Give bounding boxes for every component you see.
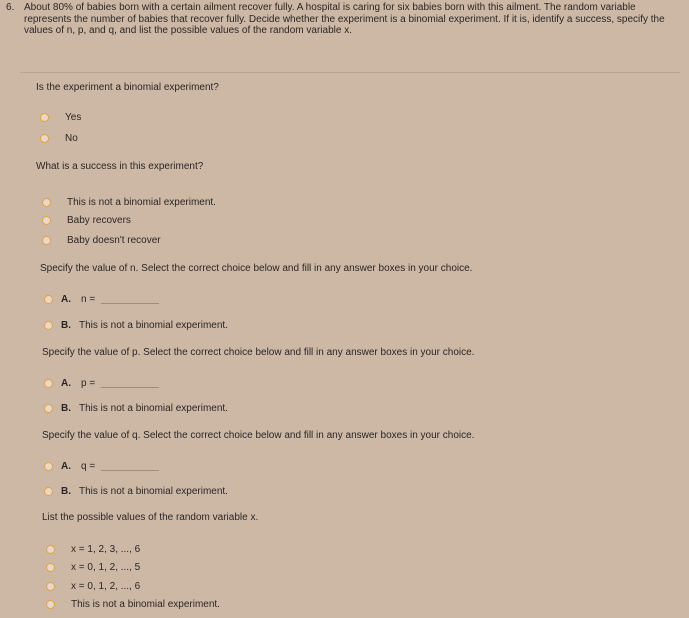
radio-button[interactable]	[46, 563, 55, 572]
radio-button[interactable]	[40, 113, 49, 122]
q-option-b[interactable]: B. This is not a binomial experiment.	[44, 484, 228, 498]
p-prompt: Specify the value of p. Select the correct choice below and fill in any answer boxes in your choice.	[42, 347, 475, 358]
option-no[interactable]: No	[40, 131, 78, 145]
x-option-1[interactable]: x = 1, 2, 3, ..., 6	[46, 542, 140, 556]
n-option-a[interactable]: A. n =	[44, 292, 159, 306]
option-baby-recovers[interactable]: Baby recovers	[42, 213, 131, 227]
x-values-prompt: List the possible values of the random variable x.	[42, 512, 259, 523]
q-prompt: Specify the value of q. Select the correct choice below and fill in any answer boxes in your choice.	[42, 430, 475, 441]
binomial-prompt: Is the experiment a binomial experiment?	[36, 82, 219, 93]
radio-button[interactable]	[44, 321, 53, 330]
radio-button[interactable]	[42, 198, 51, 207]
x-option-3[interactable]: x = 0, 1, 2, ..., 6	[46, 579, 140, 593]
option-baby-doesnt-recover[interactable]: Baby doesn't recover	[42, 233, 161, 247]
question-number: 6.	[6, 2, 15, 13]
radio-button[interactable]	[46, 545, 55, 554]
success-prompt: What is a success in this experiment?	[36, 161, 204, 172]
radio-button[interactable]	[44, 462, 53, 471]
option-not-binomial[interactable]: This is not a binomial experiment.	[42, 195, 216, 209]
divider	[20, 72, 680, 73]
radio-button[interactable]	[46, 600, 55, 609]
q-option-a[interactable]: A. q =	[44, 459, 159, 473]
radio-button[interactable]	[42, 216, 51, 225]
radio-button[interactable]	[42, 236, 51, 245]
p-option-b[interactable]: B. This is not a binomial experiment.	[44, 401, 228, 415]
x-option-4[interactable]: This is not a binomial experiment.	[46, 597, 220, 611]
n-option-b[interactable]: B. This is not a binomial experiment.	[44, 318, 228, 332]
q-answer-box[interactable]	[101, 461, 159, 471]
n-answer-box[interactable]	[101, 294, 159, 304]
radio-button[interactable]	[40, 134, 49, 143]
radio-button[interactable]	[44, 404, 53, 413]
option-yes[interactable]: Yes	[40, 110, 81, 124]
radio-button[interactable]	[44, 487, 53, 496]
p-answer-box[interactable]	[101, 378, 159, 388]
problem-statement: About 80% of babies born with a certain ailment recover fully. A hospital is caring for six babies born with this ailment. The random variable represents the number of babies that recover fully. Decide whether the experiment is a binomial experiment. If it is, identify a success, specify the values of n, p, and q, and list the possible values of the random variable x.	[24, 2, 665, 36]
radio-button[interactable]	[44, 295, 53, 304]
p-option-a[interactable]: A. p =	[44, 376, 159, 390]
radio-button[interactable]	[44, 379, 53, 388]
radio-button[interactable]	[46, 582, 55, 591]
x-option-2[interactable]: x = 0, 1, 2, ..., 5	[46, 560, 140, 574]
n-prompt: Specify the value of n. Select the correct choice below and fill in any answer boxes in your choice.	[40, 263, 473, 274]
